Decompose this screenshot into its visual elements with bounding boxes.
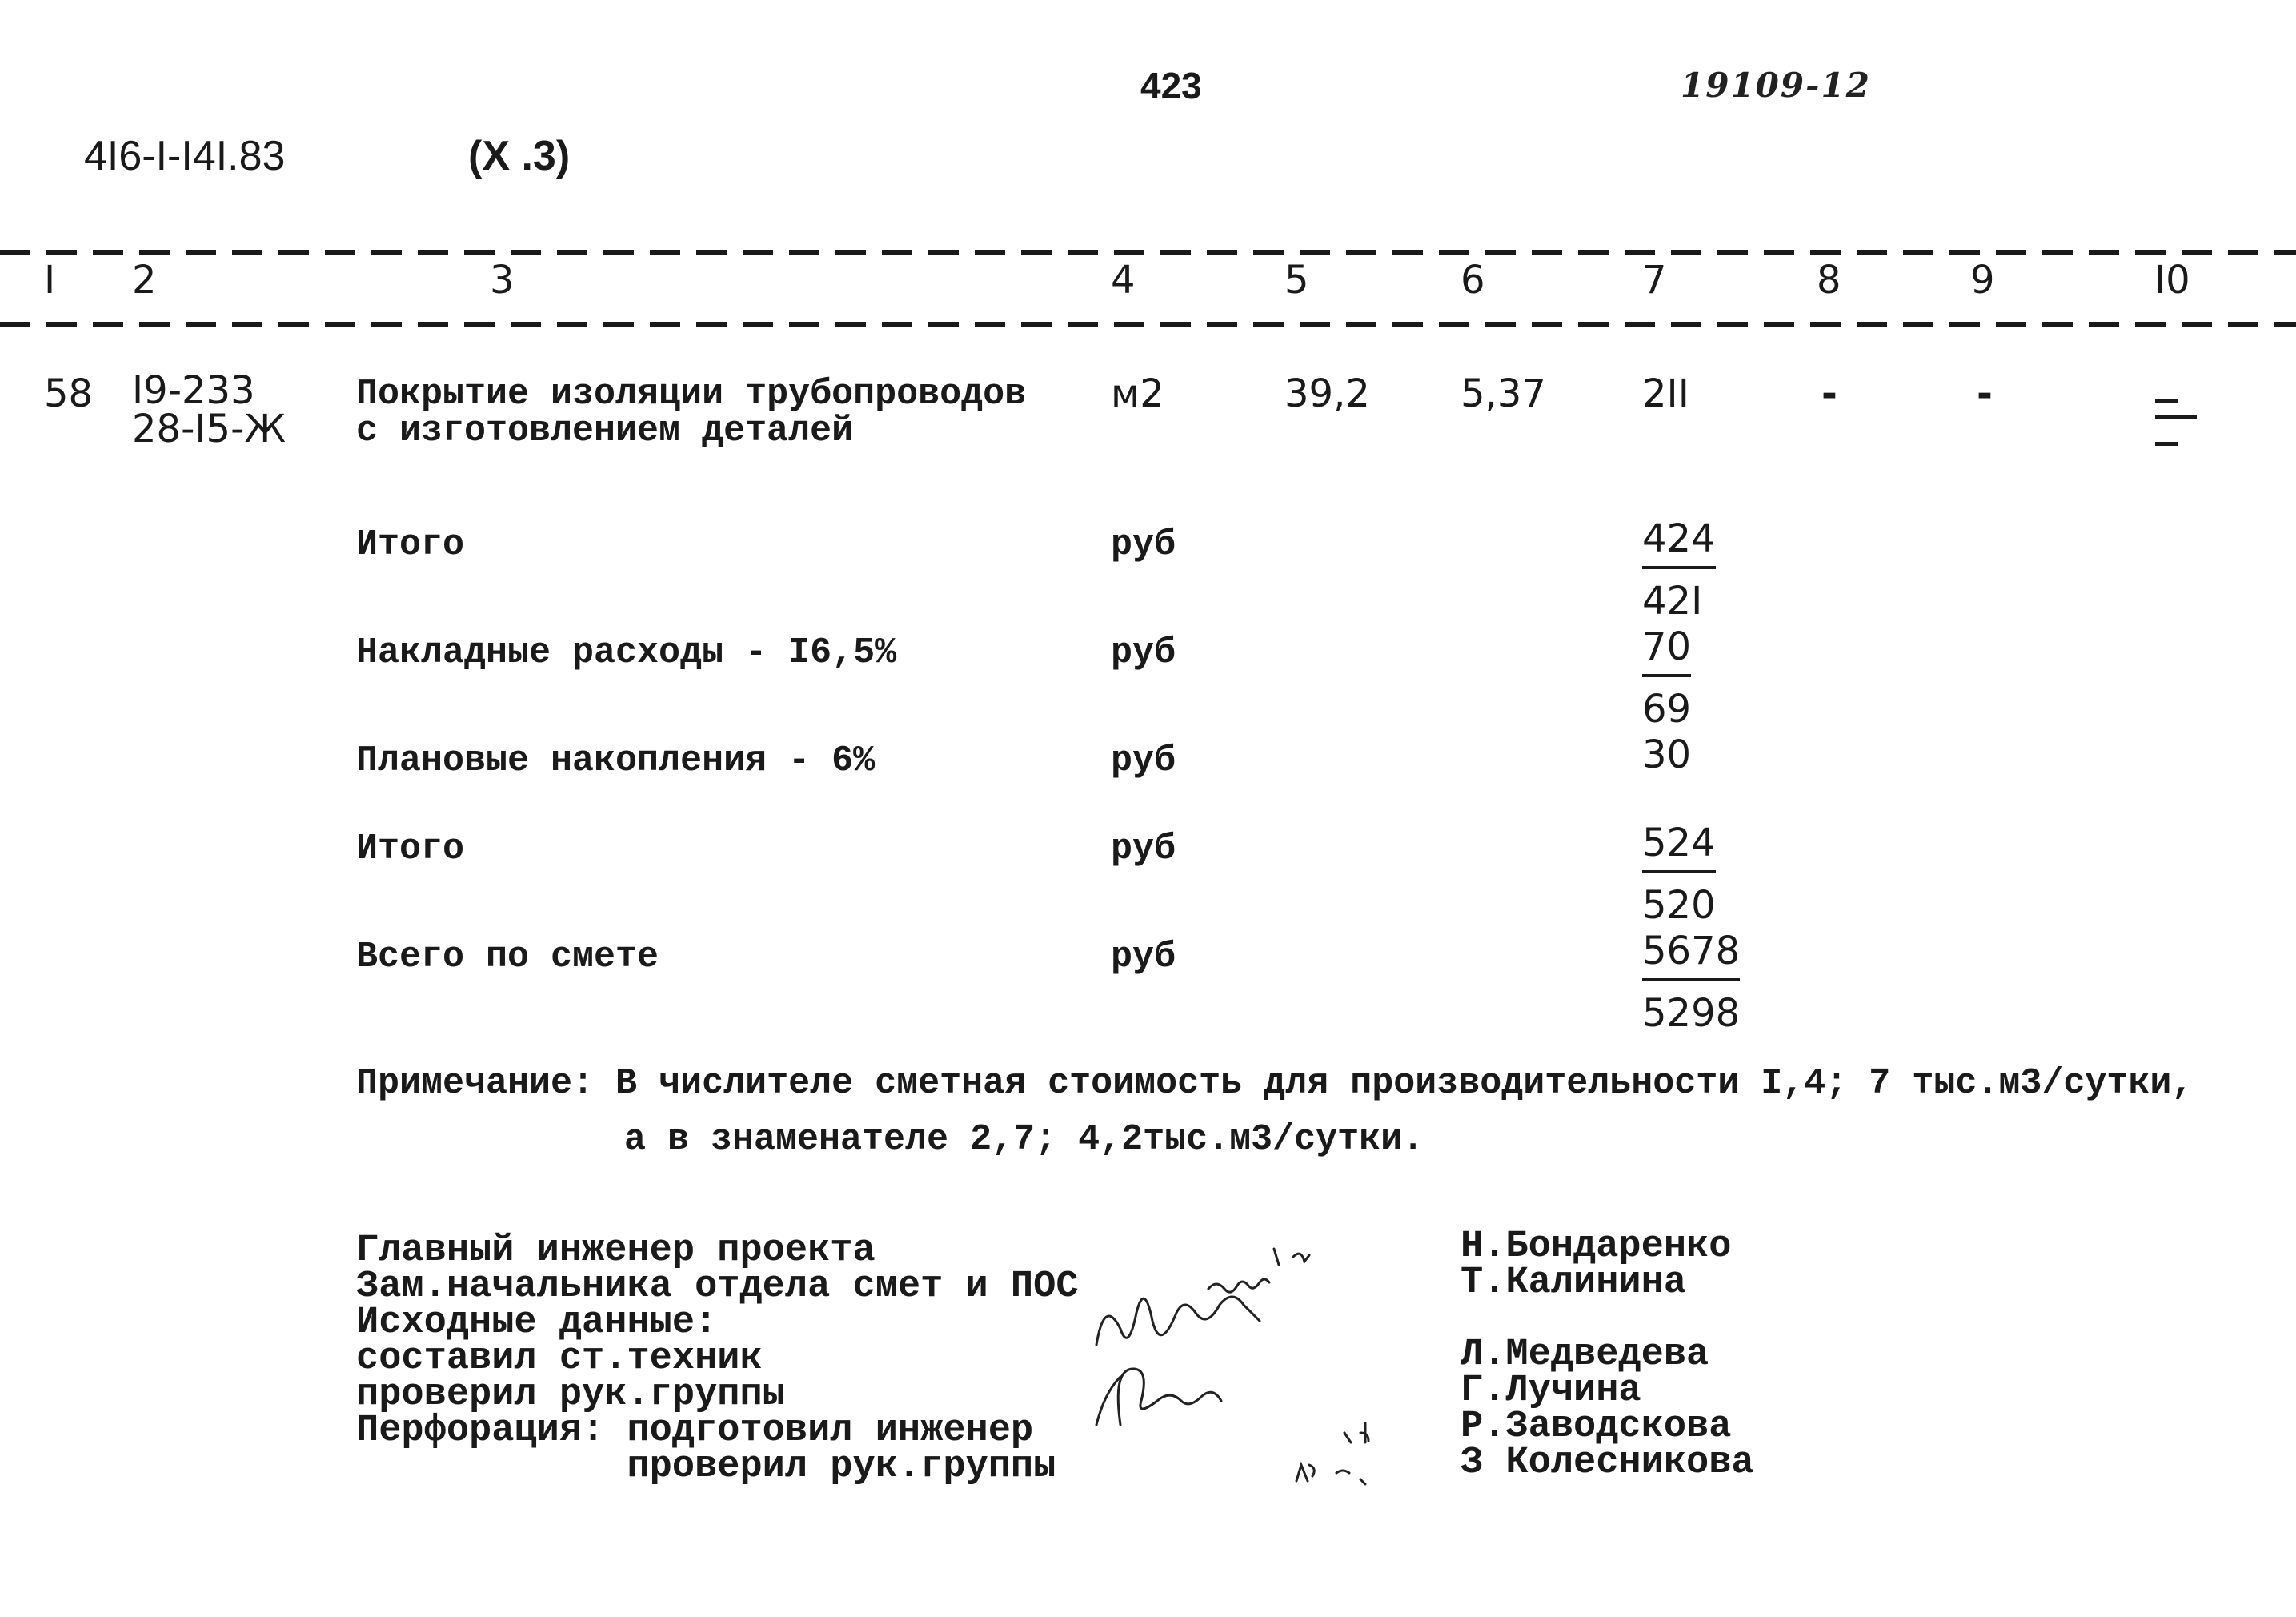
summary-unit: руб [1111,829,1176,869]
summary-fraction [1642,624,1691,732]
row-col6: 5,37 [1461,371,1546,416]
summary-label: Накладные расходы - I6,5% [356,632,897,673]
fraction-denominator: 69 [1642,687,1692,732]
signature-role: составил ст.техник [356,1338,763,1380]
signature-role: Главный инженер проекта [356,1230,876,1272]
row-description-1: Покрытие изоляции трубопроводов [356,374,1027,415]
fraction-numerator: 70 [1642,624,1691,677]
signature-name: З Колесникова [1461,1442,1754,1484]
col10-dash-mark [2155,399,2178,403]
summary-unit: руб [1111,740,1176,781]
signature-role: Исходные данные: [356,1302,718,1344]
section-ref: (X .3) [468,133,571,179]
column-header: I [44,258,56,303]
fraction-numerator: 524 [1642,821,1716,873]
handwritten-code: 19109-12 [1681,66,1871,105]
note-line-1: Примечание: В числителе сметная стоимость для производительности I,4; 7 тыс.м3/сутки, [356,1063,2194,1104]
column-header: 8 [1817,258,1841,303]
signature-name: Т.Калинина [1461,1262,1687,1304]
column-header: 4 [1111,258,1136,303]
signature-stroke [1096,1377,1120,1425]
signature-name: Н.Бондаренко [1461,1226,1732,1268]
row-number: 58 [44,371,94,416]
fraction-numerator: 5678 [1642,929,1740,981]
signature-role: Перфорация: подготовил инженер [356,1410,1034,1452]
summary-label: Итого [356,524,465,565]
fraction-denominator: 520 [1642,883,1716,928]
column-header: 5 [1284,258,1309,303]
row-description-2: с изготовлением деталей [356,411,854,451]
summary-unit: руб [1111,524,1176,565]
signature-name: Л.Медведева [1461,1334,1709,1376]
page-number: 423 [1140,65,1202,106]
column-header: 6 [1461,258,1485,303]
signature-stroke [1344,1423,1368,1442]
column-header: 2 [132,258,157,303]
row-code-2: 28-I5-Ж [132,407,286,451]
summary-unit: руб [1111,632,1176,673]
summary-label: Всего по смете [356,937,659,977]
row-col5: 39,2 [1284,371,1370,416]
summary-label: Плановые накопления - 6% [356,740,876,781]
column-header: 3 [490,258,515,303]
column-header: I0 [2154,258,2190,303]
signature-stroke [1296,1465,1365,1484]
col10-dash-mark [2155,442,2178,446]
row-col7: 2II [1642,371,1689,416]
summary-unit: руб [1111,937,1176,977]
signature-stroke [1208,1279,1269,1292]
note-line-2: а в знаменателе 2,7; 4,2тыс.м3/сутки. [624,1119,1424,1160]
document-code: 4I6-I-I4I.83 [84,133,286,179]
handwritten-signatures [1064,1217,1441,1505]
summary-fraction [1642,929,1740,1036]
row-col9: - [1977,371,1993,416]
signature-name: Г.Лучина [1461,1370,1641,1412]
signature-stroke [1118,1369,1221,1425]
row-code-1: I9-233 [132,368,255,413]
signature-stroke [1096,1297,1260,1345]
table-header-rule [0,322,2296,327]
fraction-denominator: 42I [1642,579,1703,624]
signature-name: Р.Заводскова [1461,1406,1732,1448]
summary-fraction [1642,821,1716,928]
signature-role: проверил рук.группы [356,1374,785,1416]
row-col8: - [1821,371,1837,416]
signature-role: Зам.начальника отдела смет и ПОС [356,1266,1079,1308]
table-top-rule [0,250,2296,255]
fraction-numerator: 424 [1642,516,1716,569]
row-unit: м2 [1111,371,1164,416]
signature-stroke [1274,1249,1309,1265]
column-header: 7 [1642,258,1667,303]
fraction-denominator: 5298 [1642,991,1741,1036]
signature-role: проверил рук.группы [356,1446,1056,1488]
col10-dash-mark [2155,415,2197,419]
summary-value: 30 [1642,732,1692,777]
summary-fraction [1642,516,1716,624]
column-header: 9 [1970,258,1995,303]
summary-label: Итого [356,829,465,869]
